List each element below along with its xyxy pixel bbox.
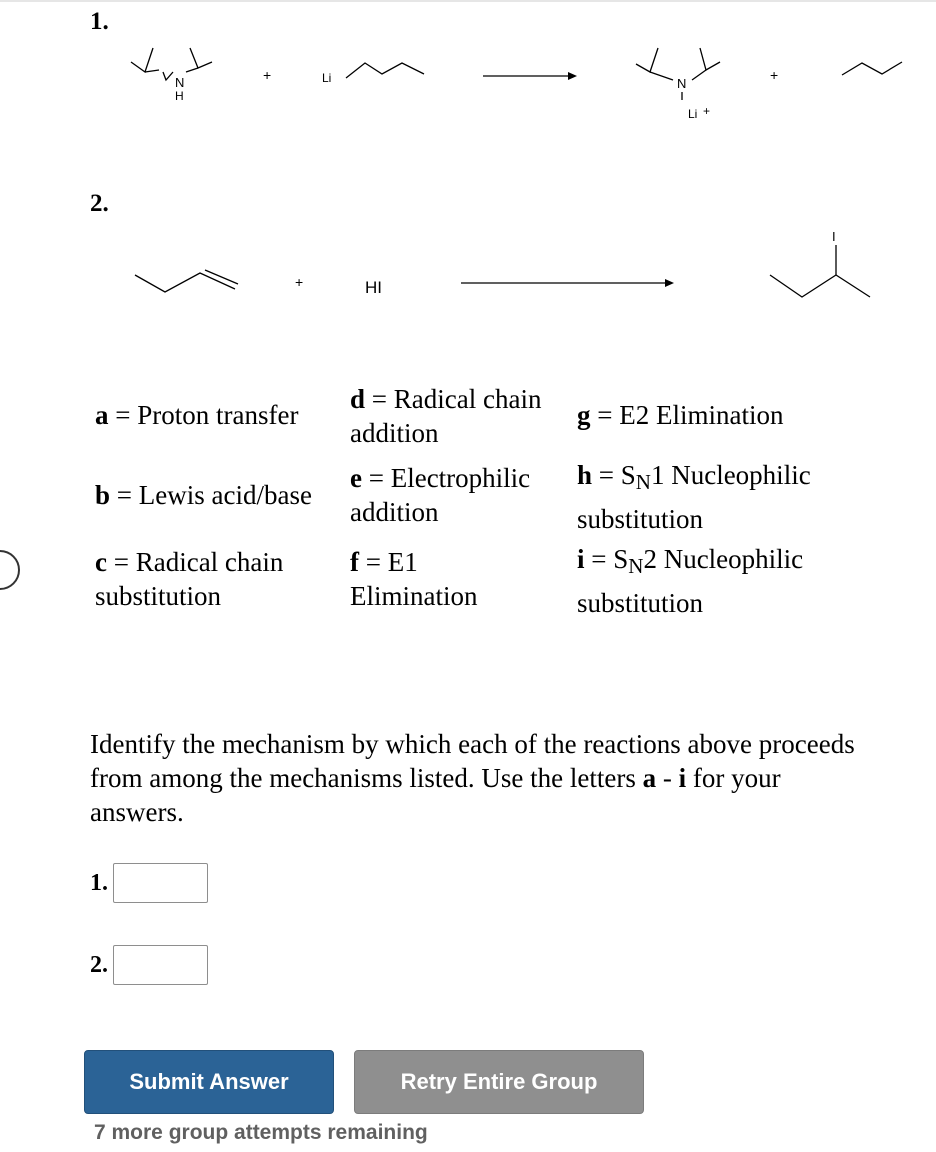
- answer-1-input[interactable]: [113, 863, 208, 903]
- bond: [145, 70, 159, 72]
- submit-answer-button[interactable]: Submit Answer: [84, 1050, 334, 1114]
- atom-i: I: [832, 229, 836, 244]
- bond: [650, 72, 673, 80]
- atom-n: N: [677, 76, 687, 91]
- mechanism-b: b = Lewis acid/base: [95, 480, 312, 510]
- mechanism-c: c = Radical chain substitution: [95, 547, 284, 611]
- atom-li: Li: [688, 107, 698, 121]
- retry-entire-group-button[interactable]: Retry Entire Group: [354, 1050, 644, 1114]
- bond: [770, 275, 870, 297]
- reagent-hi: HI: [365, 278, 382, 297]
- reaction-arrow-1-head: [568, 72, 577, 80]
- atom-li: Li: [322, 71, 332, 85]
- bond: [186, 68, 198, 72]
- bond: [692, 70, 706, 80]
- mechanism-letter: i: [577, 544, 585, 574]
- top-border: [0, 0, 936, 2]
- reaction-arrow-2-head: [665, 279, 674, 287]
- question-2-number: 2.: [90, 190, 109, 217]
- mechanism-h: h = SN1 Nucleophilic substitution: [577, 460, 811, 534]
- attempts-remaining: 7 more group attempts remaining: [94, 1121, 428, 1144]
- reaction-1-scheme: [0, 30, 936, 170]
- charge-plus: +: [703, 104, 711, 118]
- bond: [700, 48, 720, 70]
- mechanism-g: g = E2 Elimination: [577, 400, 784, 430]
- mechanism-letter: h: [577, 460, 593, 490]
- bond: [842, 62, 902, 75]
- side-panel-toggle[interactable]: [0, 550, 20, 590]
- plus-sign: +: [770, 67, 779, 83]
- mechanism-a: a = Proton transfer: [95, 400, 299, 430]
- bond: [163, 72, 173, 80]
- mechanism-letter: f: [350, 547, 359, 577]
- bond: [636, 48, 658, 72]
- mechanism-letter: e: [350, 463, 362, 493]
- mechanism-e: e = Electrophilic addition: [350, 463, 531, 527]
- bond: [131, 48, 153, 72]
- mechanism-letter: b: [95, 480, 111, 510]
- atom-n: N: [175, 75, 185, 90]
- mechanism-letter: d: [350, 384, 366, 414]
- bond: [190, 48, 212, 68]
- answer-1-label: 1.: [90, 870, 108, 896]
- answer-2-label: 2.: [90, 952, 108, 978]
- plus-sign: +: [295, 274, 304, 290]
- mechanism-letter: c: [95, 547, 107, 577]
- mechanism-letter: g: [577, 400, 591, 430]
- plus-sign: +: [263, 67, 272, 83]
- reaction-2-scheme: [0, 215, 936, 325]
- mechanism-f: f = E1 Elimination: [350, 547, 478, 611]
- answer-2-input[interactable]: [113, 945, 208, 985]
- mechanism-d: d = Radical chain addition: [350, 384, 542, 448]
- atom-h: H: [175, 89, 184, 103]
- mechanism-i: i = SN2 Nucleophilic substitution: [577, 544, 804, 618]
- instructions-text: Identify the mechanism by which each of the reactions above proceeds from among the mechanisms listed. Use the letters a - i for your answers.: [90, 729, 855, 827]
- question-1-number: 1.: [90, 8, 109, 35]
- bond: [346, 63, 424, 78]
- mechanism-letter: a: [95, 400, 109, 430]
